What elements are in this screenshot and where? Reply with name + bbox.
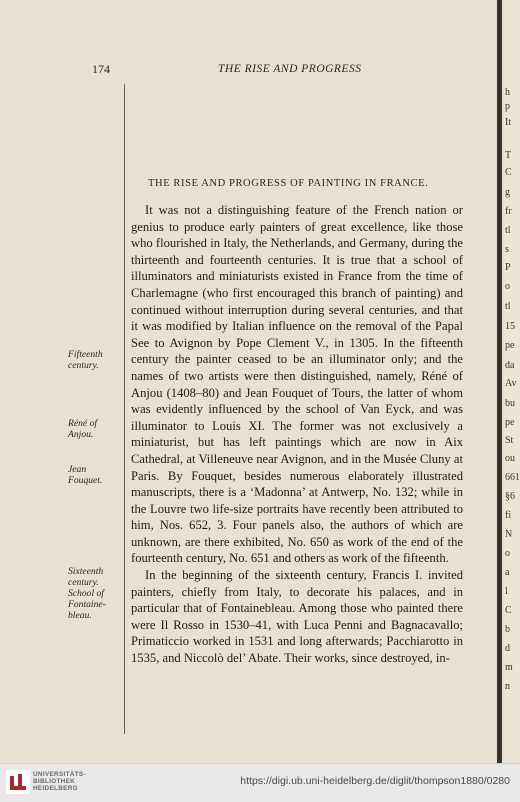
facing-page-glyph: tl — [505, 225, 511, 236]
margin-note-rene-of-anjou: Réné of Anjou. — [68, 418, 98, 440]
facing-page-glyph: ou — [505, 453, 515, 464]
facing-page-glyph: 661 — [505, 472, 520, 483]
facing-page-glyph: 15 — [505, 321, 515, 332]
margin-note-fifteenth-century: Fifteenth century. — [68, 349, 103, 371]
logo-line: BIBLIOTHEK — [33, 778, 76, 786]
margin-note-jean-fouquet: Jean Fouquet. — [68, 464, 103, 486]
facing-page-glyph: b — [505, 624, 510, 635]
viewer-footer — [0, 763, 520, 802]
page-header — [0, 60, 497, 80]
facing-page-glyph: n — [505, 681, 510, 692]
facing-page-glyph: St — [505, 435, 514, 446]
facing-page-glyph: m — [505, 662, 513, 673]
facing-page-glyph: da — [505, 360, 515, 371]
facing-page-glyph: fr — [505, 206, 512, 217]
facing-page-glyph: C — [505, 167, 512, 178]
running-head: THE RISE AND PROGRESS — [218, 63, 362, 75]
facing-page-glyph: h — [505, 87, 510, 98]
facing-page-glyph: fi — [505, 510, 512, 521]
facing-page-glyph: o — [505, 548, 510, 559]
body-text — [131, 202, 463, 667]
facing-page-glyph: N — [505, 529, 513, 540]
facing-page-glyph: P — [505, 262, 511, 273]
facing-page-glyph: bu — [505, 398, 515, 409]
library-logo-icon — [6, 770, 30, 794]
logo-line: HEIDELBERG — [33, 785, 78, 793]
facing-page-glyph: T — [505, 150, 512, 161]
facing-page-glyph: l — [505, 586, 508, 597]
page-number: 174 — [92, 62, 110, 76]
margin-rule — [124, 84, 125, 734]
facing-page-glyph: tl — [505, 301, 511, 312]
facing-page-glyph: C — [505, 605, 512, 616]
facing-page-glyph: a — [505, 567, 510, 578]
paragraph: In the beginning of the sixteenth century, Francis I. invited painters, chiefly from Italy, to decorate his palaces, and in particular that of Fontainebleau. Among those who painted there were Il Rosso in 1530–41, with Luca Penni and Bagnacavallo; Primaticcio worked in 1531 and long afterwards; Pacchiarotto in 1535, and Niccolò del’ Abate. Their works, since destroyed, in- — [131, 568, 463, 666]
facing-page-glyph: d — [505, 643, 510, 654]
paragraph: It was not a distinguishing feature of the French nation or genius to produce early painters of great excellence, like those who flourished in Italy, the Netherlands, and Germany, during the thirteenth and fourteenth centuries. It is true that a school of illuminators and miniaturists existed in France from the time of Charlemagne (who first encouraged this branch of painting) and continued without interruption during several centuries, and that it was modified by Italian influence on the removal of the Papal See to Avignon by Pope Clement V., in 1305. In the fifteenth century the painter ceased to be an illuminator only; and the names of two artists were then distinguished, namely, Réné of Anjou (1408–80) and Jean Fouquet of Tours, the latter of whom was evidently influenced by the school of Van Eyck, and was illuminator to Louis XI. The former was not exclusively a miniaturist, but has left paintings which are now in Aix Cathedral, at Villeneuve near Avignon, and in the Musée Cluny at Paris. By Fouquet, besides numerous elaborately illustrated manuscripts, there is a ‘Madonna’ at Antwerp, No. 132; while in the Louvre two life-size portraits have recently been attributed to him, Nos. 652, 3. Four panels also, the authors of which are unknown, are there exhibited, No. 650 as work of the end of the fourteenth century, No. 651 and others as work of the fifteenth. — [131, 203, 463, 566]
facing-page-glyph: s — [505, 244, 509, 255]
facing-page-glyph: pe — [505, 417, 515, 428]
logo-line: UNIVERSITÄTS- — [33, 771, 86, 778]
page-url-link[interactable]: https://digi.ub.uni-heidelberg.de/diglit/thompson1880/0280 — [240, 775, 510, 787]
facing-page-glyph: o — [505, 281, 510, 292]
section-title: THE RISE AND PROGRESS OF PAINTING IN FRANCE. — [148, 178, 429, 189]
facing-page-glyph: p — [505, 101, 510, 112]
facing-page-glyph: Av — [505, 378, 517, 389]
facing-page-glyph: g — [505, 187, 510, 198]
facing-page-glyph: pe — [505, 340, 515, 351]
facing-page-edge — [497, 0, 520, 763]
margin-note-sixteenth-century: Sixteenth century. School of Fontaine-bleau. — [68, 566, 106, 621]
library-logo-text — [33, 771, 86, 793]
facing-page-glyph: §6 — [505, 491, 515, 502]
facing-page-glyph: It — [505, 117, 512, 128]
